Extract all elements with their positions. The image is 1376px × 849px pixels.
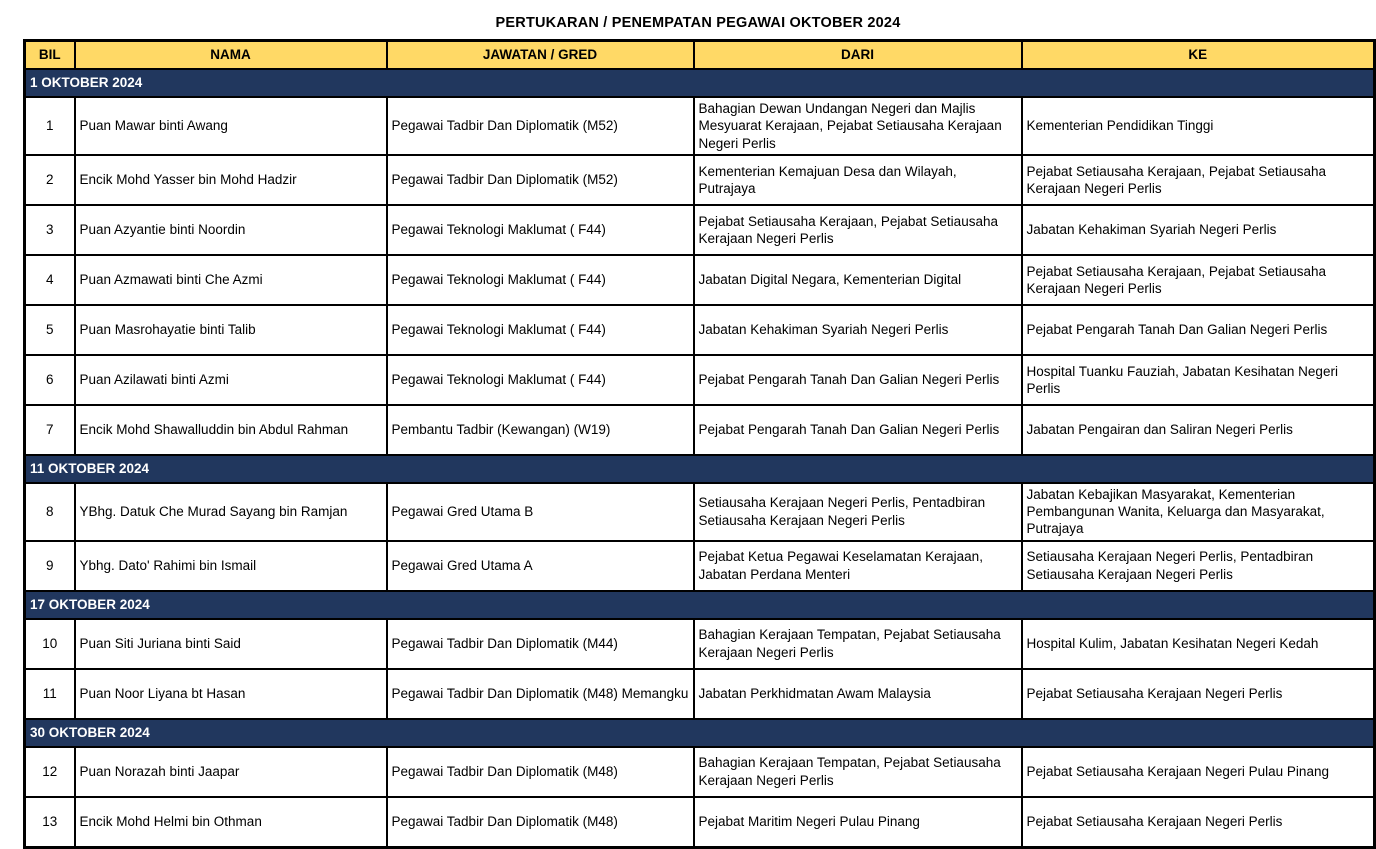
cell-ke: Pejabat Setiausaha Kerajaan Negeri Pulau Pinang [1022,747,1375,797]
cell-jawatan: Pegawai Tadbir Dan Diplomatik (M48) Memangku [387,669,694,719]
transfers-table [23,39,1376,849]
cell-bil: 13 [25,797,75,848]
table-row [25,305,1375,355]
table-row [25,205,1375,255]
table-row [25,155,1375,205]
cell-nama: Puan Norazah binti Jaapar [75,747,387,797]
column-header-ke: KE [1022,41,1375,70]
cell-dari: Setiausaha Kerajaan Negeri Perlis, Pentadbiran Setiausaha Kerajaan Negeri Perlis [694,483,1022,541]
cell-jawatan: Pegawai Tadbir Dan Diplomatik (M48) [387,797,694,848]
cell-ke: Jabatan Kehakiman Syariah Negeri Perlis [1022,205,1375,255]
cell-nama: Puan Siti Juriana binti Said [75,619,387,669]
cell-ke: Pejabat Pengarah Tanah Dan Galian Negeri Perlis [1022,305,1375,355]
table-row [25,747,1375,797]
cell-dari: Pejabat Pengarah Tanah Dan Galian Negeri Perlis [694,405,1022,455]
cell-bil: 9 [25,541,75,591]
cell-bil: 6 [25,355,75,405]
cell-jawatan: Pegawai Tadbir Dan Diplomatik (M52) [387,155,694,205]
cell-ke: Pejabat Setiausaha Kerajaan Negeri Perlis [1022,797,1375,848]
cell-dari: Jabatan Perkhidmatan Awam Malaysia [694,669,1022,719]
cell-bil: 1 [25,97,75,155]
cell-nama: Ybhg. Dato' Rahimi bin Ismail [75,541,387,591]
date-section-label: 1 OKTOBER 2024 [25,69,1375,97]
cell-dari: Kementerian Kemajuan Desa dan Wilayah, Putrajaya [694,155,1022,205]
cell-dari: Bahagian Dewan Undangan Negeri dan Majlis Mesyuarat Kerajaan, Pejabat Setiausaha Kerajaan Negeri Perlis [694,97,1022,155]
cell-bil: 11 [25,669,75,719]
cell-dari: Pejabat Pengarah Tanah Dan Galian Negeri Perlis [694,355,1022,405]
cell-jawatan: Pegawai Teknologi Maklumat ( F44) [387,205,694,255]
cell-nama: Puan Azmawati binti Che Azmi [75,255,387,305]
table-row [25,669,1375,719]
table-row [25,541,1375,591]
cell-dari: Pejabat Maritim Negeri Pulau Pinang [694,797,1022,848]
cell-nama: Puan Azyantie binti Noordin [75,205,387,255]
cell-nama: Encik Mohd Helmi bin Othman [75,797,387,848]
cell-dari: Jabatan Kehakiman Syariah Negeri Perlis [694,305,1022,355]
cell-bil: 12 [25,747,75,797]
table-row [25,255,1375,305]
cell-nama: Encik Mohd Shawalluddin bin Abdul Rahman [75,405,387,455]
column-header-jawatan-gred: JAWATAN / GRED [387,41,694,70]
date-section-label: 11 OKTOBER 2024 [25,455,1375,483]
cell-jawatan: Pegawai Teknologi Maklumat ( F44) [387,255,694,305]
column-header-dari: DARI [694,41,1022,70]
cell-dari: Bahagian Kerajaan Tempatan, Pejabat Setiausaha Kerajaan Negeri Perlis [694,747,1022,797]
cell-nama: Puan Noor Liyana bt Hasan [75,669,387,719]
cell-jawatan: Pegawai Teknologi Maklumat ( F44) [387,355,694,405]
cell-nama: YBhg. Datuk Che Murad Sayang bin Ramjan [75,483,387,541]
table-row [25,797,1375,848]
table-header-row [25,41,1375,70]
cell-dari: Pejabat Ketua Pegawai Keselamatan Kerajaan, Jabatan Perdana Menteri [694,541,1022,591]
cell-ke: Setiausaha Kerajaan Negeri Perlis, Pentadbiran Setiausaha Kerajaan Negeri Perlis [1022,541,1375,591]
cell-dari: Pejabat Setiausaha Kerajaan, Pejabat Setiausaha Kerajaan Negeri Perlis [694,205,1022,255]
cell-bil: 10 [25,619,75,669]
cell-ke: Kementerian Pendidikan Tinggi [1022,97,1375,155]
table-row [25,483,1375,541]
cell-jawatan: Pegawai Gred Utama A [387,541,694,591]
cell-ke: Jabatan Kebajikan Masyarakat, Kementerian Pembangunan Wanita, Keluarga dan Masyarakat, Putrajaya [1022,483,1375,541]
cell-dari: Jabatan Digital Negara, Kementerian Digital [694,255,1022,305]
table-row [25,355,1375,405]
cell-bil: 5 [25,305,75,355]
cell-ke: Pejabat Setiausaha Kerajaan, Pejabat Setiausaha Kerajaan Negeri Perlis [1022,155,1375,205]
cell-ke: Hospital Kulim, Jabatan Kesihatan Negeri Kedah [1022,619,1375,669]
cell-ke: Hospital Tuanku Fauziah, Jabatan Kesihatan Negeri Perlis [1022,355,1375,405]
date-section-header [25,455,1375,483]
document-title: PERTUKARAN / PENEMPATAN PEGAWAI OKTOBER 2024 [495,15,901,31]
table-row [25,619,1375,669]
cell-bil: 2 [25,155,75,205]
cell-jawatan: Pegawai Tadbir Dan Diplomatik (M52) [387,97,694,155]
date-section-label: 17 OKTOBER 2024 [25,591,1375,619]
cell-bil: 3 [25,205,75,255]
table-row [25,405,1375,455]
cell-nama: Puan Azilawati binti Azmi [75,355,387,405]
cell-jawatan: Pegawai Teknologi Maklumat ( F44) [387,305,694,355]
date-section-label: 30 OKTOBER 2024 [25,719,1375,747]
column-header-nama: NAMA [75,41,387,70]
date-section-header [25,591,1375,619]
cell-dari: Bahagian Kerajaan Tempatan, Pejabat Setiausaha Kerajaan Negeri Perlis [694,619,1022,669]
cell-jawatan: Pegawai Tadbir Dan Diplomatik (M44) [387,619,694,669]
cell-jawatan: Pegawai Tadbir Dan Diplomatik (M48) [387,747,694,797]
table-row [25,97,1375,155]
date-section-header [25,69,1375,97]
cell-ke: Pejabat Setiausaha Kerajaan Negeri Perlis [1022,669,1375,719]
cell-jawatan: Pegawai Gred Utama B [387,483,694,541]
cell-nama: Puan Mawar binti Awang [75,97,387,155]
cell-bil: 8 [25,483,75,541]
cell-ke: Jabatan Pengairan dan Saliran Negeri Perlis [1022,405,1375,455]
column-header-bil: BIL [25,41,75,70]
cell-bil: 7 [25,405,75,455]
cell-nama: Puan Masrohayatie binti Talib [75,305,387,355]
cell-ke: Pejabat Setiausaha Kerajaan, Pejabat Setiausaha Kerajaan Negeri Perlis [1022,255,1375,305]
cell-nama: Encik Mohd Yasser bin Mohd Hadzir [75,155,387,205]
cell-jawatan: Pembantu Tadbir (Kewangan) (W19) [387,405,694,455]
date-section-header [25,719,1375,747]
cell-bil: 4 [25,255,75,305]
